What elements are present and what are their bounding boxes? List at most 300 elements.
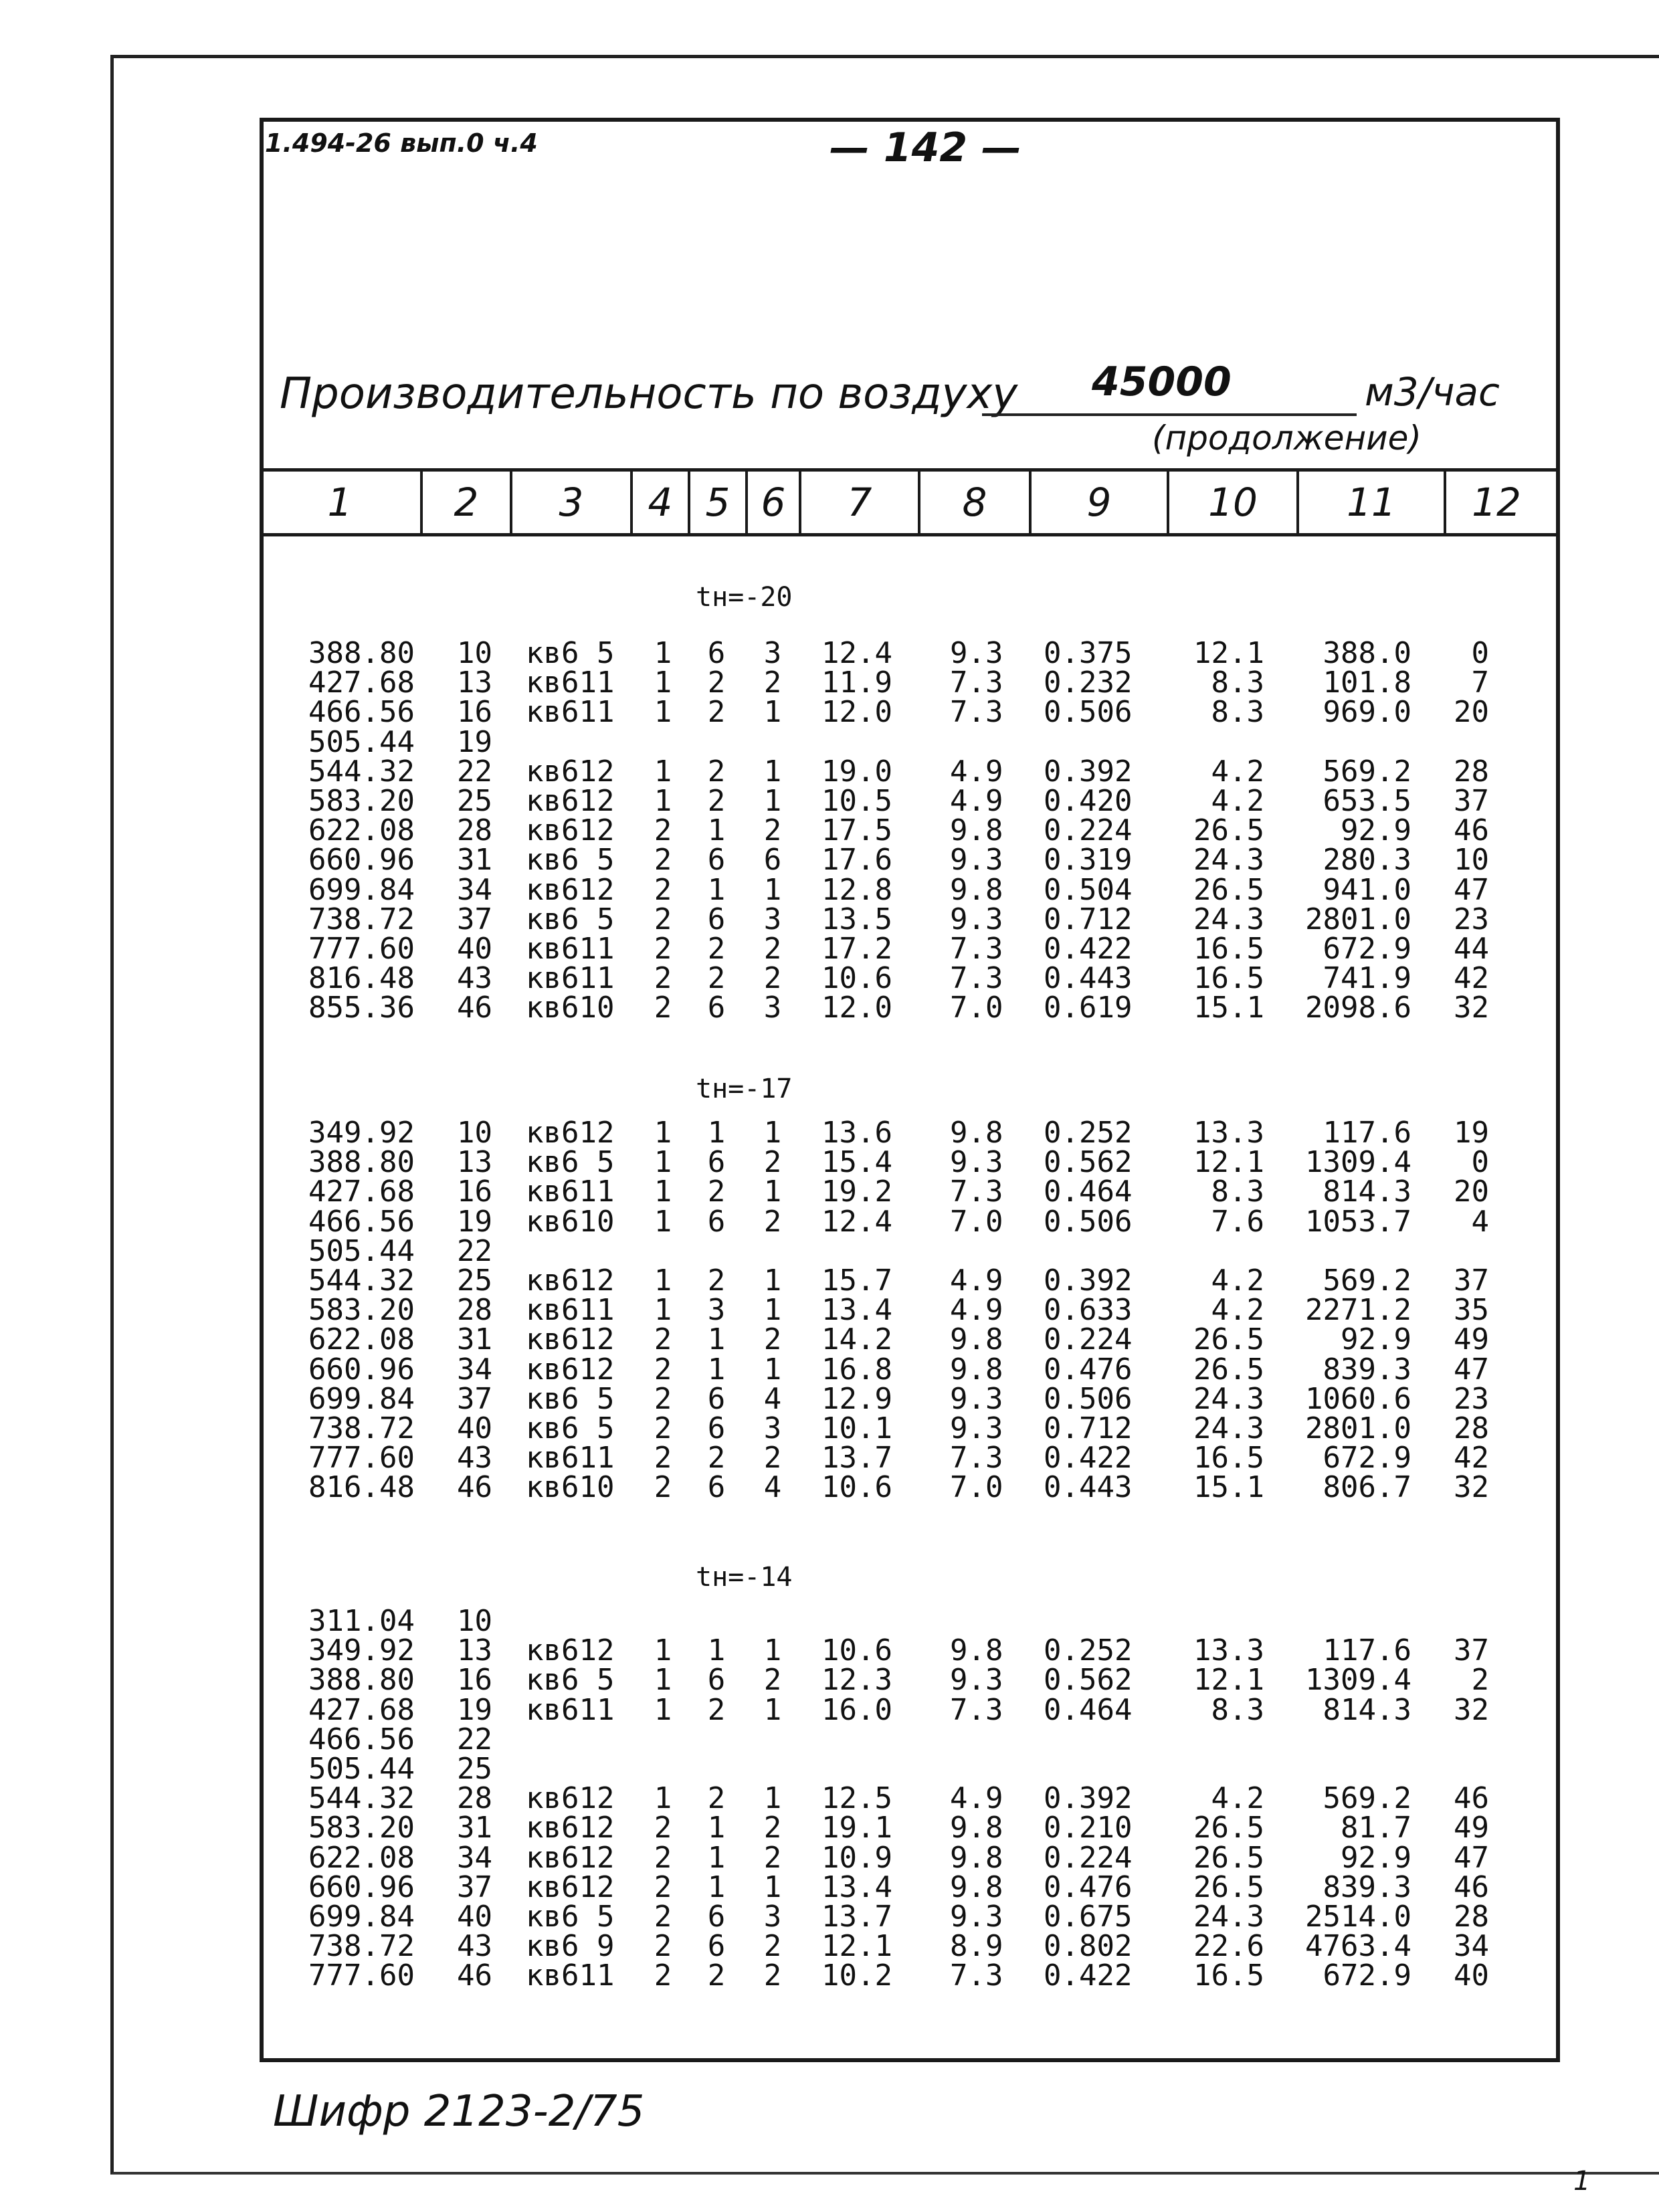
table-cell: 9.3 [950, 1381, 1003, 1416]
table-cell: 2 [763, 1204, 782, 1239]
table-row [0, 1813, 1659, 1843]
table-cell: 92.9 [1341, 813, 1411, 848]
table-cell: кв611 [526, 1175, 615, 1209]
table-cell: 0.562 [1044, 1145, 1133, 1180]
table-cell: 19 [457, 1204, 492, 1239]
table-cell: 2 [763, 1929, 782, 1964]
table-cell: 2 [707, 1264, 726, 1298]
table-cell: 15.4 [821, 1145, 892, 1180]
table-cell: 8.3 [1211, 695, 1264, 730]
table-cell: кв612 [526, 1870, 615, 1904]
table-cell: 0.392 [1044, 1264, 1133, 1298]
table-cell: 388.80 [308, 636, 415, 670]
table-cell: кв6 5 [526, 1900, 615, 1934]
table-cell: 583.20 [308, 1293, 415, 1328]
table-cell: 10.1 [821, 1411, 892, 1445]
table-cell: 0.420 [1044, 784, 1133, 818]
table-cell: 46 [457, 991, 492, 1025]
table-cell: 32 [1454, 991, 1489, 1025]
table-cell: 2 [654, 1352, 672, 1387]
column-header: 3 [559, 480, 584, 525]
table-cell: 47 [1454, 872, 1489, 907]
table-row [0, 1145, 1659, 1180]
table-cell: 814.3 [1323, 1692, 1411, 1727]
table-cell: 35 [1454, 1293, 1489, 1328]
table-cell: 6 [707, 1900, 726, 1934]
table-cell: кв611 [526, 961, 615, 996]
table-cell: 569.2 [1323, 754, 1411, 789]
table-row [0, 668, 1659, 698]
table-cell: 16.5 [1193, 1958, 1264, 1993]
table-cell: 9.3 [950, 843, 1003, 878]
table-cell: 28 [457, 1781, 492, 1816]
table-row [0, 961, 1659, 996]
table-cell: 622.08 [308, 1840, 415, 1875]
table-cell: 4 [763, 1470, 782, 1505]
column-header: 10 [1208, 480, 1258, 525]
table-cell: 23 [1454, 1381, 1489, 1416]
table-cell: кв612 [526, 1352, 615, 1387]
title-unit: м3/час [1365, 369, 1500, 415]
table-cell: 42 [1454, 961, 1489, 996]
document-code: 1.494-26 вып.0 ч.4 [265, 128, 538, 158]
table-row [0, 1322, 1659, 1357]
table-cell: 855.36 [308, 991, 415, 1025]
table-cell: 1 [763, 1293, 782, 1328]
table-cell: 466.56 [308, 695, 415, 730]
table-cell: 15.1 [1193, 991, 1264, 1025]
table-cell: 81.7 [1341, 1811, 1411, 1845]
table-cell: 20 [1454, 695, 1489, 730]
table-cell: 9.3 [950, 902, 1003, 936]
table-cell: 19 [457, 1692, 492, 1727]
table-cell: 4763.4 [1305, 1929, 1411, 1964]
table-cell: 0.464 [1044, 1175, 1133, 1209]
table-cell: 31 [457, 843, 492, 878]
table-cell: 7.3 [950, 932, 1003, 966]
table-cell: кв6 9 [526, 1929, 615, 1964]
table-cell: 2 [707, 932, 726, 966]
table-cell: 2 [763, 1958, 782, 1993]
table-cell: 37 [457, 1381, 492, 1416]
table-cell: 505.44 [308, 1233, 415, 1268]
table-cell: 117.6 [1323, 1633, 1411, 1668]
table-cell: 2 [654, 1929, 672, 1964]
table-cell: 2 [654, 1900, 672, 1934]
table-cell: 4.9 [950, 784, 1003, 818]
table-cell: 777.60 [308, 1958, 415, 1993]
column-header: 12 [1472, 480, 1521, 525]
table-row [0, 695, 1659, 730]
table-cell: 10 [1454, 843, 1489, 878]
table-cell: 2 [654, 843, 672, 878]
table-cell: 839.3 [1323, 1870, 1411, 1904]
table-cell: 660.96 [308, 1352, 415, 1387]
table-cell: 349.92 [308, 1116, 415, 1150]
table-cell: 0.504 [1044, 872, 1133, 907]
table-cell: 6 [707, 902, 726, 936]
table-cell: 672.9 [1323, 1958, 1411, 1993]
table-row [0, 724, 1659, 759]
table-cell: 13.3 [1193, 1116, 1264, 1150]
table-cell: 26.5 [1193, 813, 1264, 848]
table-cell: 777.60 [308, 1441, 415, 1476]
table-cell: кв6 5 [526, 1663, 615, 1698]
table-cell: 1 [654, 1116, 672, 1150]
table-cell: 0.252 [1044, 1633, 1133, 1668]
table-cell: 46 [1454, 813, 1489, 848]
table-cell: 0.675 [1044, 1900, 1133, 1934]
table-cell: 40 [457, 1900, 492, 1934]
table-cell: 2 [763, 666, 782, 700]
table-cell: 12.4 [821, 636, 892, 670]
table-row [0, 1204, 1659, 1239]
table-cell: 1 [707, 813, 726, 848]
table-cell: 2 [707, 1441, 726, 1476]
table-cell: 2801.0 [1305, 902, 1411, 936]
continuation-note: (продолжение) [1152, 419, 1422, 458]
table-cell: 4.9 [950, 1293, 1003, 1328]
table-cell: 806.7 [1323, 1470, 1411, 1505]
table-cell: кв612 [526, 1633, 615, 1668]
table-cell: 738.72 [308, 902, 415, 936]
table-cell: 9.8 [950, 1811, 1003, 1845]
table-cell: 8.3 [1211, 666, 1264, 700]
table-cell: кв612 [526, 872, 615, 907]
table-cell: 427.68 [308, 1692, 415, 1727]
table-cell: 4 [1471, 1204, 1489, 1239]
table-cell: 13.6 [821, 1116, 892, 1150]
table-cell: 0.319 [1044, 843, 1133, 878]
table-cell: 672.9 [1323, 1441, 1411, 1476]
table-cell: 19.0 [821, 754, 892, 789]
table-cell: 12.1 [821, 1929, 892, 1964]
table-cell: 1 [707, 1811, 726, 1845]
table-cell: кв611 [526, 666, 615, 700]
table-cell: 1 [763, 1175, 782, 1209]
table-cell: 24.3 [1193, 1411, 1264, 1445]
table-cell: 9.8 [950, 813, 1003, 848]
table-cell: 672.9 [1323, 932, 1411, 966]
table-cell: 7.0 [950, 1470, 1003, 1505]
table-cell: 2271.2 [1305, 1293, 1411, 1328]
table-cell: кв611 [526, 1958, 615, 1993]
table-cell: 653.5 [1323, 784, 1411, 818]
table-cell: 9.8 [950, 1116, 1003, 1150]
table-cell: 16.8 [821, 1352, 892, 1387]
table-cell: 1 [654, 1633, 672, 1668]
table-cell: 2 [654, 1381, 672, 1416]
table-cell: 46 [1454, 1781, 1489, 1816]
table-cell: 9.3 [950, 636, 1003, 670]
table-cell: 10.6 [821, 1470, 892, 1505]
table-cell: 19.1 [821, 1811, 892, 1845]
table-cell: 34 [457, 1840, 492, 1875]
table-cell: 349.92 [308, 1633, 415, 1668]
table-cell: 0.224 [1044, 1322, 1133, 1357]
table-cell: 12.8 [821, 872, 892, 907]
table-cell: 43 [457, 1929, 492, 1964]
table-row [0, 902, 1659, 936]
table-cell: 15.7 [821, 1264, 892, 1298]
table-cell: 2 [707, 1958, 726, 1993]
table-cell: 7.0 [950, 991, 1003, 1025]
table-cell: 16.5 [1193, 961, 1264, 996]
table-cell: 2 [654, 1958, 672, 1993]
table-cell: 10.9 [821, 1840, 892, 1875]
column-header: 9 [1086, 480, 1112, 525]
table-cell: кв6 5 [526, 843, 615, 878]
table-cell: 9.8 [950, 1840, 1003, 1875]
table-cell: 17.2 [821, 932, 892, 966]
table-row [0, 1958, 1659, 1993]
table-cell: 2 [654, 813, 672, 848]
table-cell: 92.9 [1341, 1322, 1411, 1357]
table-cell: кв611 [526, 1441, 615, 1476]
table-cell: 16 [457, 1175, 492, 1209]
table-cell: 1 [763, 1870, 782, 1904]
table-cell: 660.96 [308, 1870, 415, 1904]
table-cell: 6 [707, 991, 726, 1025]
table-cell: 1 [707, 1840, 726, 1875]
table-cell: 1309.4 [1305, 1145, 1411, 1180]
table-cell: 4.9 [950, 1264, 1003, 1298]
table-cell: 6 [707, 1929, 726, 1964]
table-cell: 1 [707, 1322, 726, 1357]
table-cell: 0.392 [1044, 754, 1133, 789]
table-cell: 0.252 [1044, 1116, 1133, 1150]
table-cell: 37 [457, 1870, 492, 1904]
table-cell: 16.5 [1193, 932, 1264, 966]
table-cell: 9.8 [950, 1870, 1003, 1904]
table-cell: 10.6 [821, 1633, 892, 1668]
table-row [0, 1352, 1659, 1387]
table-cell: 19 [457, 724, 492, 759]
table-cell: 7 [1471, 666, 1489, 700]
table-cell: кв611 [526, 1293, 615, 1328]
table-cell: 7.3 [950, 1958, 1003, 1993]
table-cell: 622.08 [308, 813, 415, 848]
table-cell: 2 [707, 1692, 726, 1727]
table-cell: 13 [457, 1633, 492, 1668]
table-cell: 7.3 [950, 1692, 1003, 1727]
table-cell: 2098.6 [1305, 991, 1411, 1025]
table-cell: 2 [763, 1441, 782, 1476]
table-cell: 0.443 [1044, 1470, 1133, 1505]
table-row [0, 1118, 1659, 1148]
table-cell: 2 [763, 932, 782, 966]
table-cell: 1 [654, 784, 672, 818]
table-cell: 2 [763, 1811, 782, 1845]
table-cell: кв612 [526, 1264, 615, 1298]
title-label: Производительность по воздуху [280, 369, 1018, 419]
table-cell: 1 [763, 872, 782, 907]
table-cell: кв612 [526, 1840, 615, 1875]
table-cell: кв610 [526, 1204, 615, 1239]
table-cell: 2 [707, 1781, 726, 1816]
table-cell: 117.6 [1323, 1116, 1411, 1150]
table-cell: 1 [707, 1352, 726, 1387]
table-cell: 4.9 [950, 754, 1003, 789]
table-cell: 1 [654, 754, 672, 789]
table-cell: 3 [763, 1900, 782, 1934]
table-cell: 0.633 [1044, 1293, 1133, 1328]
table-cell: 37 [1454, 784, 1489, 818]
table-row [0, 1266, 1659, 1296]
table-cell: кв612 [526, 1322, 615, 1357]
table-cell: 2 [654, 902, 672, 936]
section-label: tн=-20 [696, 582, 793, 613]
table-cell: кв610 [526, 991, 615, 1025]
table-cell: 2 [763, 1322, 782, 1357]
table-row [0, 934, 1659, 964]
table-cell: 22.6 [1193, 1929, 1264, 1964]
table-cell: 738.72 [308, 1411, 415, 1445]
table-cell: 816.48 [308, 1470, 415, 1505]
table-cell: 49 [1454, 1322, 1489, 1357]
table-cell: 28 [1454, 1411, 1489, 1445]
table-cell: 6 [707, 1204, 726, 1239]
table-cell: 7.3 [950, 695, 1003, 730]
table-cell: кв611 [526, 932, 615, 966]
table-cell: 505.44 [308, 1752, 415, 1786]
table-cell: 10.5 [821, 784, 892, 818]
table-cell: 10 [457, 1116, 492, 1150]
table-cell: 4.2 [1211, 784, 1264, 818]
table-cell: 7.3 [950, 1175, 1003, 1209]
table-cell: 544.32 [308, 1264, 415, 1298]
table-cell: 544.32 [308, 1781, 415, 1816]
table-cell: 2 [654, 1870, 672, 1904]
table-header [260, 468, 1560, 536]
table-cell: 47 [1454, 1840, 1489, 1875]
table-cell: 3 [763, 991, 782, 1025]
table-cell: кв6 5 [526, 1145, 615, 1180]
table-cell: 2 [763, 1663, 782, 1698]
table-cell: 12.0 [821, 695, 892, 730]
column-header: 8 [962, 480, 987, 525]
table-cell: 22 [457, 1233, 492, 1268]
table-cell: 0.506 [1044, 1381, 1133, 1416]
table-cell: 10 [457, 636, 492, 670]
table-cell: 28 [1454, 754, 1489, 789]
table-cell: 0.476 [1044, 1870, 1133, 1904]
table-cell: 2 [763, 813, 782, 848]
table-cell: 10.2 [821, 1958, 892, 1993]
table-cell: 2801.0 [1305, 1411, 1411, 1445]
table-row [0, 1604, 1659, 1638]
table-row [0, 1470, 1659, 1505]
table-cell: 34 [1454, 1929, 1489, 1964]
table-cell: 15.1 [1193, 1470, 1264, 1505]
table-cell: 0.224 [1044, 813, 1133, 848]
table-cell: 13.5 [821, 902, 892, 936]
table-cell: 31 [457, 1322, 492, 1357]
table-cell: 2 [654, 1411, 672, 1445]
table-row [0, 1754, 1659, 1784]
table-cell: 2 [654, 1470, 672, 1505]
table-cell: 1 [654, 636, 672, 670]
table-cell: 16.0 [821, 1692, 892, 1727]
table-cell: 22 [457, 1722, 492, 1756]
table-cell: 941.0 [1323, 872, 1411, 907]
table-cell: 7.3 [950, 1441, 1003, 1476]
table-cell: 22 [457, 754, 492, 789]
table-cell: 2 [654, 1840, 672, 1875]
table-cell: 2514.0 [1305, 1900, 1411, 1934]
table-cell: 2 [707, 784, 726, 818]
table-cell: 32 [1454, 1692, 1489, 1727]
table-cell: 505.44 [308, 724, 415, 759]
table-cell: 777.60 [308, 932, 415, 966]
table-cell: 388.80 [308, 1145, 415, 1180]
table-row [0, 1840, 1659, 1875]
table-cell: 13 [457, 1145, 492, 1180]
table-cell: 0.562 [1044, 1663, 1133, 1698]
table-cell: 1 [707, 1870, 726, 1904]
cipher-label: Шифр 2123-2/75 [273, 2087, 645, 2136]
table-cell: 0.375 [1044, 636, 1133, 670]
table-cell: 26.5 [1193, 872, 1264, 907]
table-cell: 569.2 [1323, 1264, 1411, 1298]
table-cell: 13.4 [821, 1293, 892, 1328]
table-cell: 2 [654, 1322, 672, 1357]
table-cell: 1309.4 [1305, 1663, 1411, 1698]
table-cell: 19 [1454, 1116, 1489, 1150]
table-cell: кв6 5 [526, 1411, 615, 1445]
table-row [0, 843, 1659, 878]
table-cell: 0.619 [1044, 991, 1133, 1025]
table-cell: 42 [1454, 1441, 1489, 1476]
table-cell: 2 [763, 961, 782, 996]
page-number: — 142 — [830, 124, 1022, 171]
table-cell: 6 [707, 1411, 726, 1445]
table-cell: 10.6 [821, 961, 892, 996]
table-row [0, 636, 1659, 670]
table-cell: кв612 [526, 754, 615, 789]
table-cell: 34 [457, 872, 492, 907]
table-row [0, 1902, 1659, 1932]
table-cell: 2 [707, 666, 726, 700]
table-cell: кв611 [526, 695, 615, 730]
table-cell: 9.3 [950, 1411, 1003, 1445]
table-row [0, 1870, 1659, 1904]
column-header: 1 [327, 480, 353, 525]
title-underline [982, 413, 1357, 416]
table-cell: 28 [457, 813, 492, 848]
table-cell: 7.6 [1211, 1204, 1264, 1239]
table-cell: 741.9 [1323, 961, 1411, 996]
table-cell: 28 [1454, 1900, 1489, 1934]
table-cell: 3 [763, 1411, 782, 1445]
table-cell: 1053.7 [1305, 1204, 1411, 1239]
table-cell: 49 [1454, 1811, 1489, 1845]
table-cell: 11.9 [821, 666, 892, 700]
table-cell: 28 [457, 1293, 492, 1328]
table-cell: 25 [457, 1264, 492, 1298]
table-cell: 40 [457, 1411, 492, 1445]
table-cell: 46 [1454, 1870, 1489, 1904]
table-cell: 0.464 [1044, 1692, 1133, 1727]
table-cell: 0.802 [1044, 1929, 1133, 1964]
column-header: 11 [1347, 480, 1396, 525]
table-cell: 9.8 [950, 1352, 1003, 1387]
column-header: 6 [761, 480, 786, 525]
table-cell: 1 [763, 1633, 782, 1668]
table-cell: 427.68 [308, 666, 415, 700]
table-cell: 7.3 [950, 666, 1003, 700]
table-cell: 1 [654, 1145, 672, 1180]
